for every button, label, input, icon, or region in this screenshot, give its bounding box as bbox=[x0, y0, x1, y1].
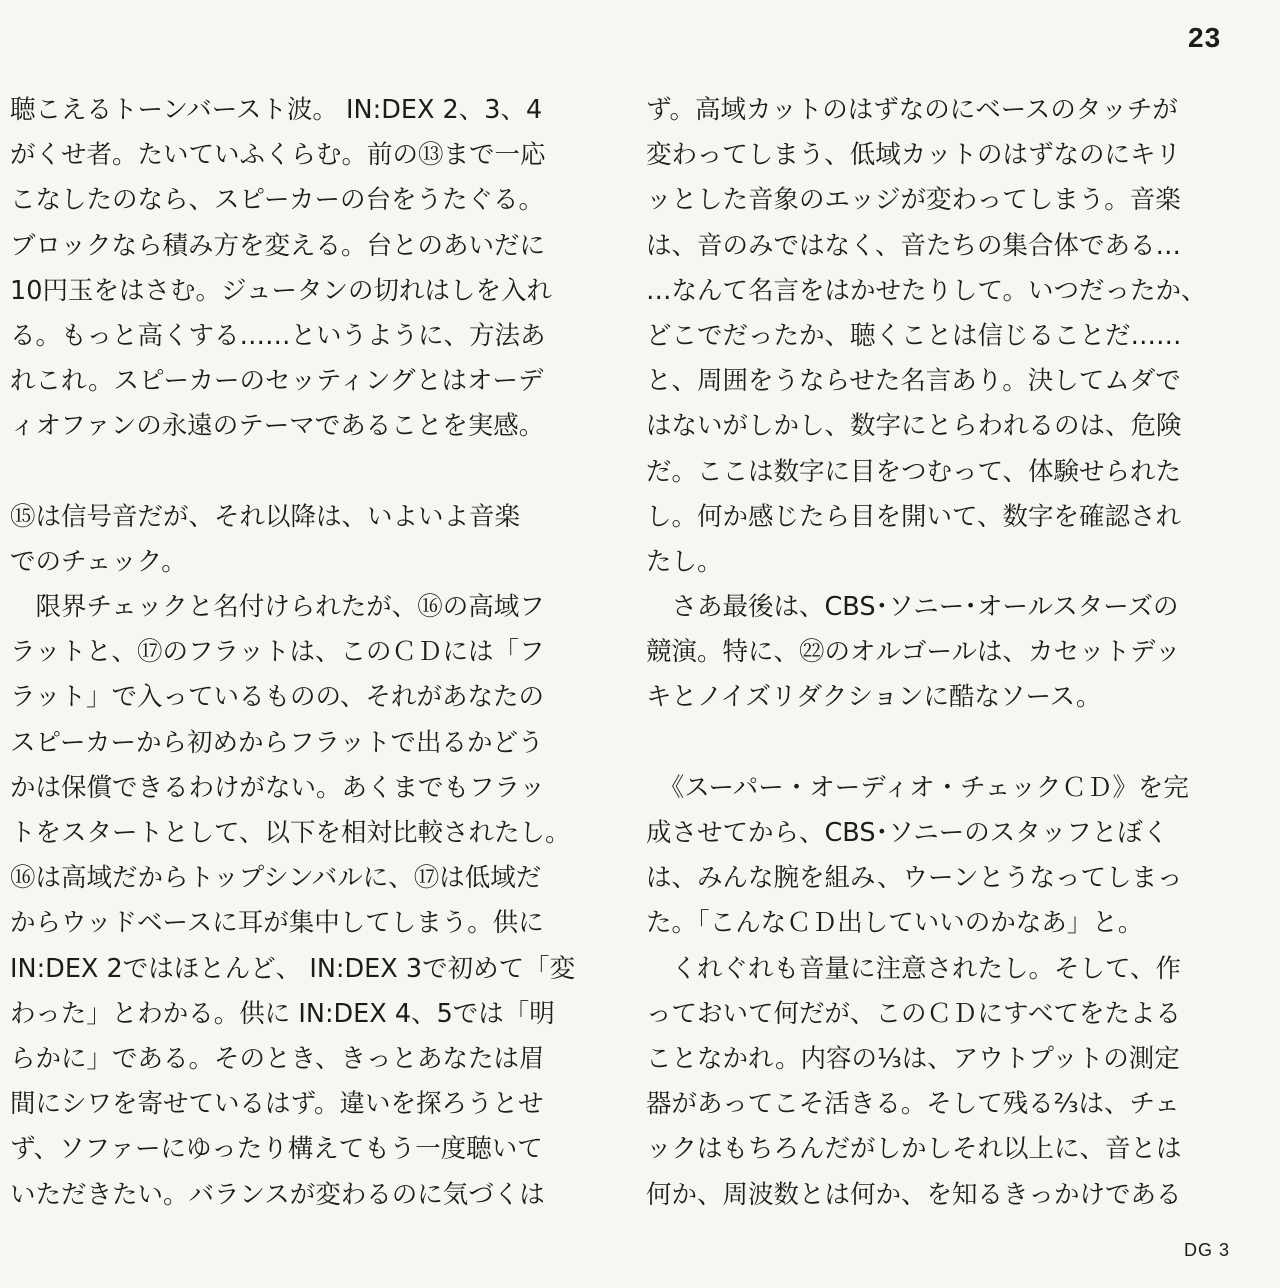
left-column-line: スピーカーから初めからフラットで出るかどう bbox=[10, 727, 544, 758]
left-column-line: れこれ。スピーカーのセッティングとはオーデ bbox=[10, 366, 544, 397]
left-column-line: ブロックなら積み方を変える。台とのあいだに bbox=[10, 230, 545, 261]
left-column-line: ラットと、⑰のフラットは、このＣＤには「フ bbox=[10, 637, 545, 668]
left-column-line: かは保償できるわけがない。あくまでもフラッ bbox=[10, 772, 545, 803]
left-column-line: トをスタートとして、以下を相対比較されたし。 bbox=[10, 818, 571, 848]
right-text-column bbox=[646, 88, 1236, 1218]
left-column-line: いただきたい。バランスが変わるのに気づくは bbox=[10, 1179, 545, 1210]
right-column-line: はないがしかし、数字にとらわれるのは、危険 bbox=[646, 411, 1182, 442]
right-column-line: たし。 bbox=[646, 546, 723, 577]
right-column-line: 成させてから、CBS･ソニーのスタッフとぼく bbox=[646, 818, 1169, 848]
left-column-line: ず、ソファーにゆったり構えてもう一度聴いて bbox=[10, 1134, 543, 1165]
left-column-line: こなしたのなら、スピーカーの台をうたぐる。 bbox=[10, 185, 544, 216]
right-column-line: ックはもちろんだがしかしそれ以上に、音とは bbox=[646, 1134, 1182, 1165]
right-column-line: 器があってこそ活きる。そして残る⅔は、チェ bbox=[646, 1089, 1180, 1120]
right-column-line: ず。高域カットのはずなのにベースのタッチが bbox=[646, 95, 1178, 125]
right-column-line: 何か、周波数とは何か、を知るきっかけである bbox=[646, 1179, 1182, 1210]
left-column-line: 限界チェックと名付けられたが、⑯の高域フ bbox=[10, 592, 545, 623]
right-column-line: どこでだったか、聴くことは信じることだ…… bbox=[646, 320, 1182, 351]
left-column-line: でのチェック。 bbox=[10, 546, 187, 577]
left-column-line: わった」とわかる。供に IN:DEX 4、5では「明 bbox=[10, 998, 555, 1029]
left-column-line: ィオファンの永遠のテーマであることを実感。 bbox=[10, 411, 545, 442]
left-column-line: る。もっと高くする……というように、方法あ bbox=[10, 320, 546, 351]
left-column-line: がくせ者。たいていふくらむ。前の⑬まで一応 bbox=[10, 140, 546, 171]
footer-code: DG 3 bbox=[1184, 1240, 1231, 1260]
right-column-line: 《スーパー・オーディオ・チェックＣＤ》を完 bbox=[646, 772, 1189, 803]
right-column-line: だ。ここは数字に目をつむって、体験せられた bbox=[646, 456, 1181, 487]
right-column-line: は、音のみではなく、音たちの集合体である… bbox=[646, 230, 1181, 261]
left-text-column bbox=[10, 88, 610, 1218]
left-column-line: ラット」で入っているものの、それがあなたの bbox=[10, 682, 544, 713]
right-column-line: キとノイズリダクションに酷なソース。 bbox=[646, 682, 1102, 713]
right-column-line: 競演。特に、㉒のオルゴールは、カセットデッ bbox=[646, 637, 1181, 668]
left-column-line: ⑮は信号音だが、それ以降は、いよいよ音楽 bbox=[10, 501, 521, 532]
right-column-line: は、みんな腕を組み、ウーンとうなってしまっ bbox=[646, 863, 1183, 894]
left-column-line: からウッドベースに耳が集中してしまう。供に bbox=[10, 908, 544, 939]
page-number: 23 bbox=[1188, 22, 1222, 53]
left-column-line: 聴こえるトーンバースト波。 IN:DEX 2、3、4 bbox=[10, 95, 543, 125]
left-column-line: 10円玉をはさむ。ジュータンの切れはしを入れ bbox=[10, 275, 552, 306]
left-column-line: 間にシワを寄せているはず。違いを探ろうとせ bbox=[10, 1089, 544, 1120]
right-column-line: っておいて何だが、このＣＤにすべてをたよる bbox=[646, 998, 1181, 1029]
right-column-line: くれぐれも音量に注意されたし。そして、作 bbox=[646, 953, 1181, 984]
right-column-line: た｡「こんなＣＤ出していいのかなあ」と。 bbox=[646, 908, 1144, 939]
right-column-line: さあ最後は、CBS･ソニー･オールスターズの bbox=[646, 592, 1179, 623]
left-column-line: ⑯は高域だからトップシンバルに、⑰は低域だ bbox=[10, 863, 542, 894]
left-column-line: IN:DEX 2ではほとんど、 IN:DEX 3で初めて「変 bbox=[10, 953, 576, 984]
left-column-line bbox=[10, 450, 610, 495]
left-column-line: らかに」である。そのとき、きっとあなたは眉 bbox=[10, 1043, 545, 1074]
right-column-line: ッとした音象のエッジが変わってしまう。音楽 bbox=[646, 185, 1181, 216]
right-column-line bbox=[646, 721, 1236, 766]
right-column-line: ことなかれ。内容の⅓は、アウトプットの測定 bbox=[646, 1043, 1180, 1074]
right-column-line: と、周囲をうならせた名言あり。決してムダで bbox=[646, 366, 1181, 397]
right-column-line: し。何か感じたら目を開いて、数字を確認され bbox=[646, 501, 1181, 532]
right-column-line: …なんて名言をはかせたりして。いつだったか、 bbox=[646, 275, 1207, 306]
right-column-line: 変わってしまう、低域カットのはずなのにキリ bbox=[646, 140, 1181, 171]
